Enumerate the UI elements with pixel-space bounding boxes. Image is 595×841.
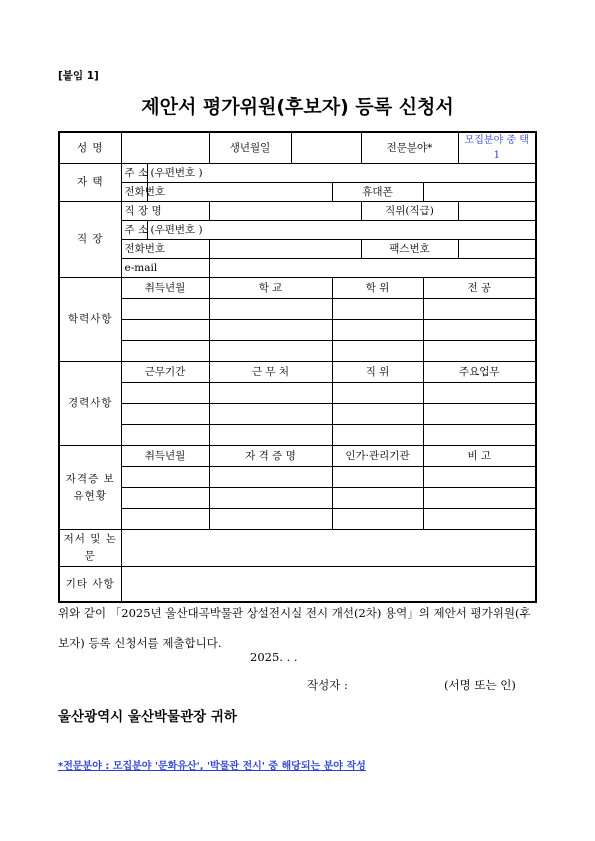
name-label: 성 명: [59, 132, 121, 164]
career-cell[interactable]: [121, 404, 209, 425]
footnote: *전문분야 : 모집분야 '문화유산', '박물관 전시' 중 해당되는 분야 작성: [58, 761, 366, 772]
mobile-label: 휴대폰: [332, 183, 423, 202]
home-label: 자 택: [59, 164, 121, 202]
etc-label: 기타 사항: [59, 567, 121, 603]
work-address-label: 주 소: [121, 221, 147, 240]
registration-form: [58, 131, 537, 603]
page-title: 제안서 평가위원(후보자) 등록 신청서: [141, 96, 454, 118]
cert-cell[interactable]: [121, 467, 209, 488]
email-label: e-mail: [121, 259, 209, 278]
cert-cell[interactable]: [209, 488, 332, 509]
career-cell[interactable]: [121, 425, 209, 446]
name-field[interactable]: [121, 132, 209, 164]
education-cell[interactable]: [209, 299, 332, 320]
work-address-field[interactable]: (우편번호 ): [147, 221, 536, 240]
career-cell[interactable]: [332, 425, 423, 446]
writer-label: 작성자 :: [307, 678, 348, 692]
education-cell[interactable]: [209, 341, 332, 362]
cert-cell[interactable]: [423, 488, 536, 509]
career-header-period: 근무기간: [121, 362, 209, 383]
education-header-date: 취득년월: [121, 278, 209, 299]
cert-cell[interactable]: [121, 509, 209, 530]
career-cell[interactable]: [423, 383, 536, 404]
work-phone-label: 전화번호: [121, 240, 209, 259]
work-label: 직 장: [59, 202, 121, 278]
career-header-position: 직 위: [332, 362, 423, 383]
education-cell[interactable]: [121, 320, 209, 341]
career-cell[interactable]: [209, 404, 332, 425]
cert-cell[interactable]: [332, 488, 423, 509]
cert-label: 자격증 보유현황: [59, 446, 121, 530]
education-cell[interactable]: [332, 320, 423, 341]
cert-header-date: 취득년월: [121, 446, 209, 467]
declaration-text: 위와 같이 「2025년 울산대곡박물관 상설전시실 전시 개선(2차) 용역」의 제안서 평가위원(후보자) 등록 신청서를 제출합니다.: [58, 606, 531, 650]
home-phone-field[interactable]: [147, 183, 332, 202]
cert-cell[interactable]: [209, 509, 332, 530]
cert-cell[interactable]: [332, 509, 423, 530]
field-label: 전문분야*: [361, 132, 458, 164]
email-field[interactable]: [209, 259, 536, 278]
education-cell[interactable]: [423, 299, 536, 320]
birth-label: 생년월일: [209, 132, 291, 164]
cert-cell[interactable]: [209, 467, 332, 488]
education-cell[interactable]: [121, 341, 209, 362]
career-cell[interactable]: [423, 404, 536, 425]
company-label: 직 장 명: [121, 202, 209, 221]
position-field[interactable]: [458, 202, 536, 221]
education-cell[interactable]: [209, 320, 332, 341]
education-header-school: 학 교: [209, 278, 332, 299]
date-line: 2025. . .: [250, 650, 298, 664]
fax-field[interactable]: [458, 240, 536, 259]
career-cell[interactable]: [423, 425, 536, 446]
education-label: 학력사항: [59, 278, 121, 362]
attachment-label: [붙임 1]: [58, 70, 99, 82]
education-cell[interactable]: [332, 341, 423, 362]
career-cell[interactable]: [121, 383, 209, 404]
papers-field[interactable]: [121, 530, 536, 567]
education-header-degree: 학 위: [332, 278, 423, 299]
cert-cell[interactable]: [332, 467, 423, 488]
field-value[interactable]: 모집분야 중 택1: [458, 132, 536, 164]
home-phone-label: 전화번호: [121, 183, 147, 202]
etc-field[interactable]: [121, 567, 536, 603]
education-cell[interactable]: [121, 299, 209, 320]
cert-cell[interactable]: [423, 467, 536, 488]
papers-label: 저서 및 논문: [59, 530, 121, 567]
birth-field[interactable]: [291, 132, 361, 164]
fax-label: 팩스번호: [361, 240, 458, 259]
education-header-major: 전 공: [423, 278, 536, 299]
cert-cell[interactable]: [423, 509, 536, 530]
position-label: 직위(직급): [361, 202, 458, 221]
career-header-duties: 주요업무: [423, 362, 536, 383]
company-field[interactable]: [209, 202, 361, 221]
work-phone-field[interactable]: [209, 240, 361, 259]
education-cell[interactable]: [423, 320, 536, 341]
cert-header-name: 자 격 증 명: [209, 446, 332, 467]
recipient-line: 울산광역시 울산박물관장 귀하: [58, 709, 237, 725]
home-address-label: 주 소: [121, 164, 147, 183]
career-cell[interactable]: [332, 383, 423, 404]
career-label: 경력사항: [59, 362, 121, 446]
career-cell[interactable]: [209, 383, 332, 404]
education-cell[interactable]: [332, 299, 423, 320]
cert-cell[interactable]: [121, 488, 209, 509]
cert-header-authority: 인가·관리기관: [332, 446, 423, 467]
cert-header-remarks: 비 고: [423, 446, 536, 467]
career-cell[interactable]: [332, 404, 423, 425]
signature-label: (서명 또는 인): [444, 678, 516, 692]
career-header-workplace: 근 무 처: [209, 362, 332, 383]
home-address-field[interactable]: (우편번호 ): [147, 164, 536, 183]
career-cell[interactable]: [209, 425, 332, 446]
education-cell[interactable]: [423, 341, 536, 362]
mobile-field[interactable]: [423, 183, 536, 202]
